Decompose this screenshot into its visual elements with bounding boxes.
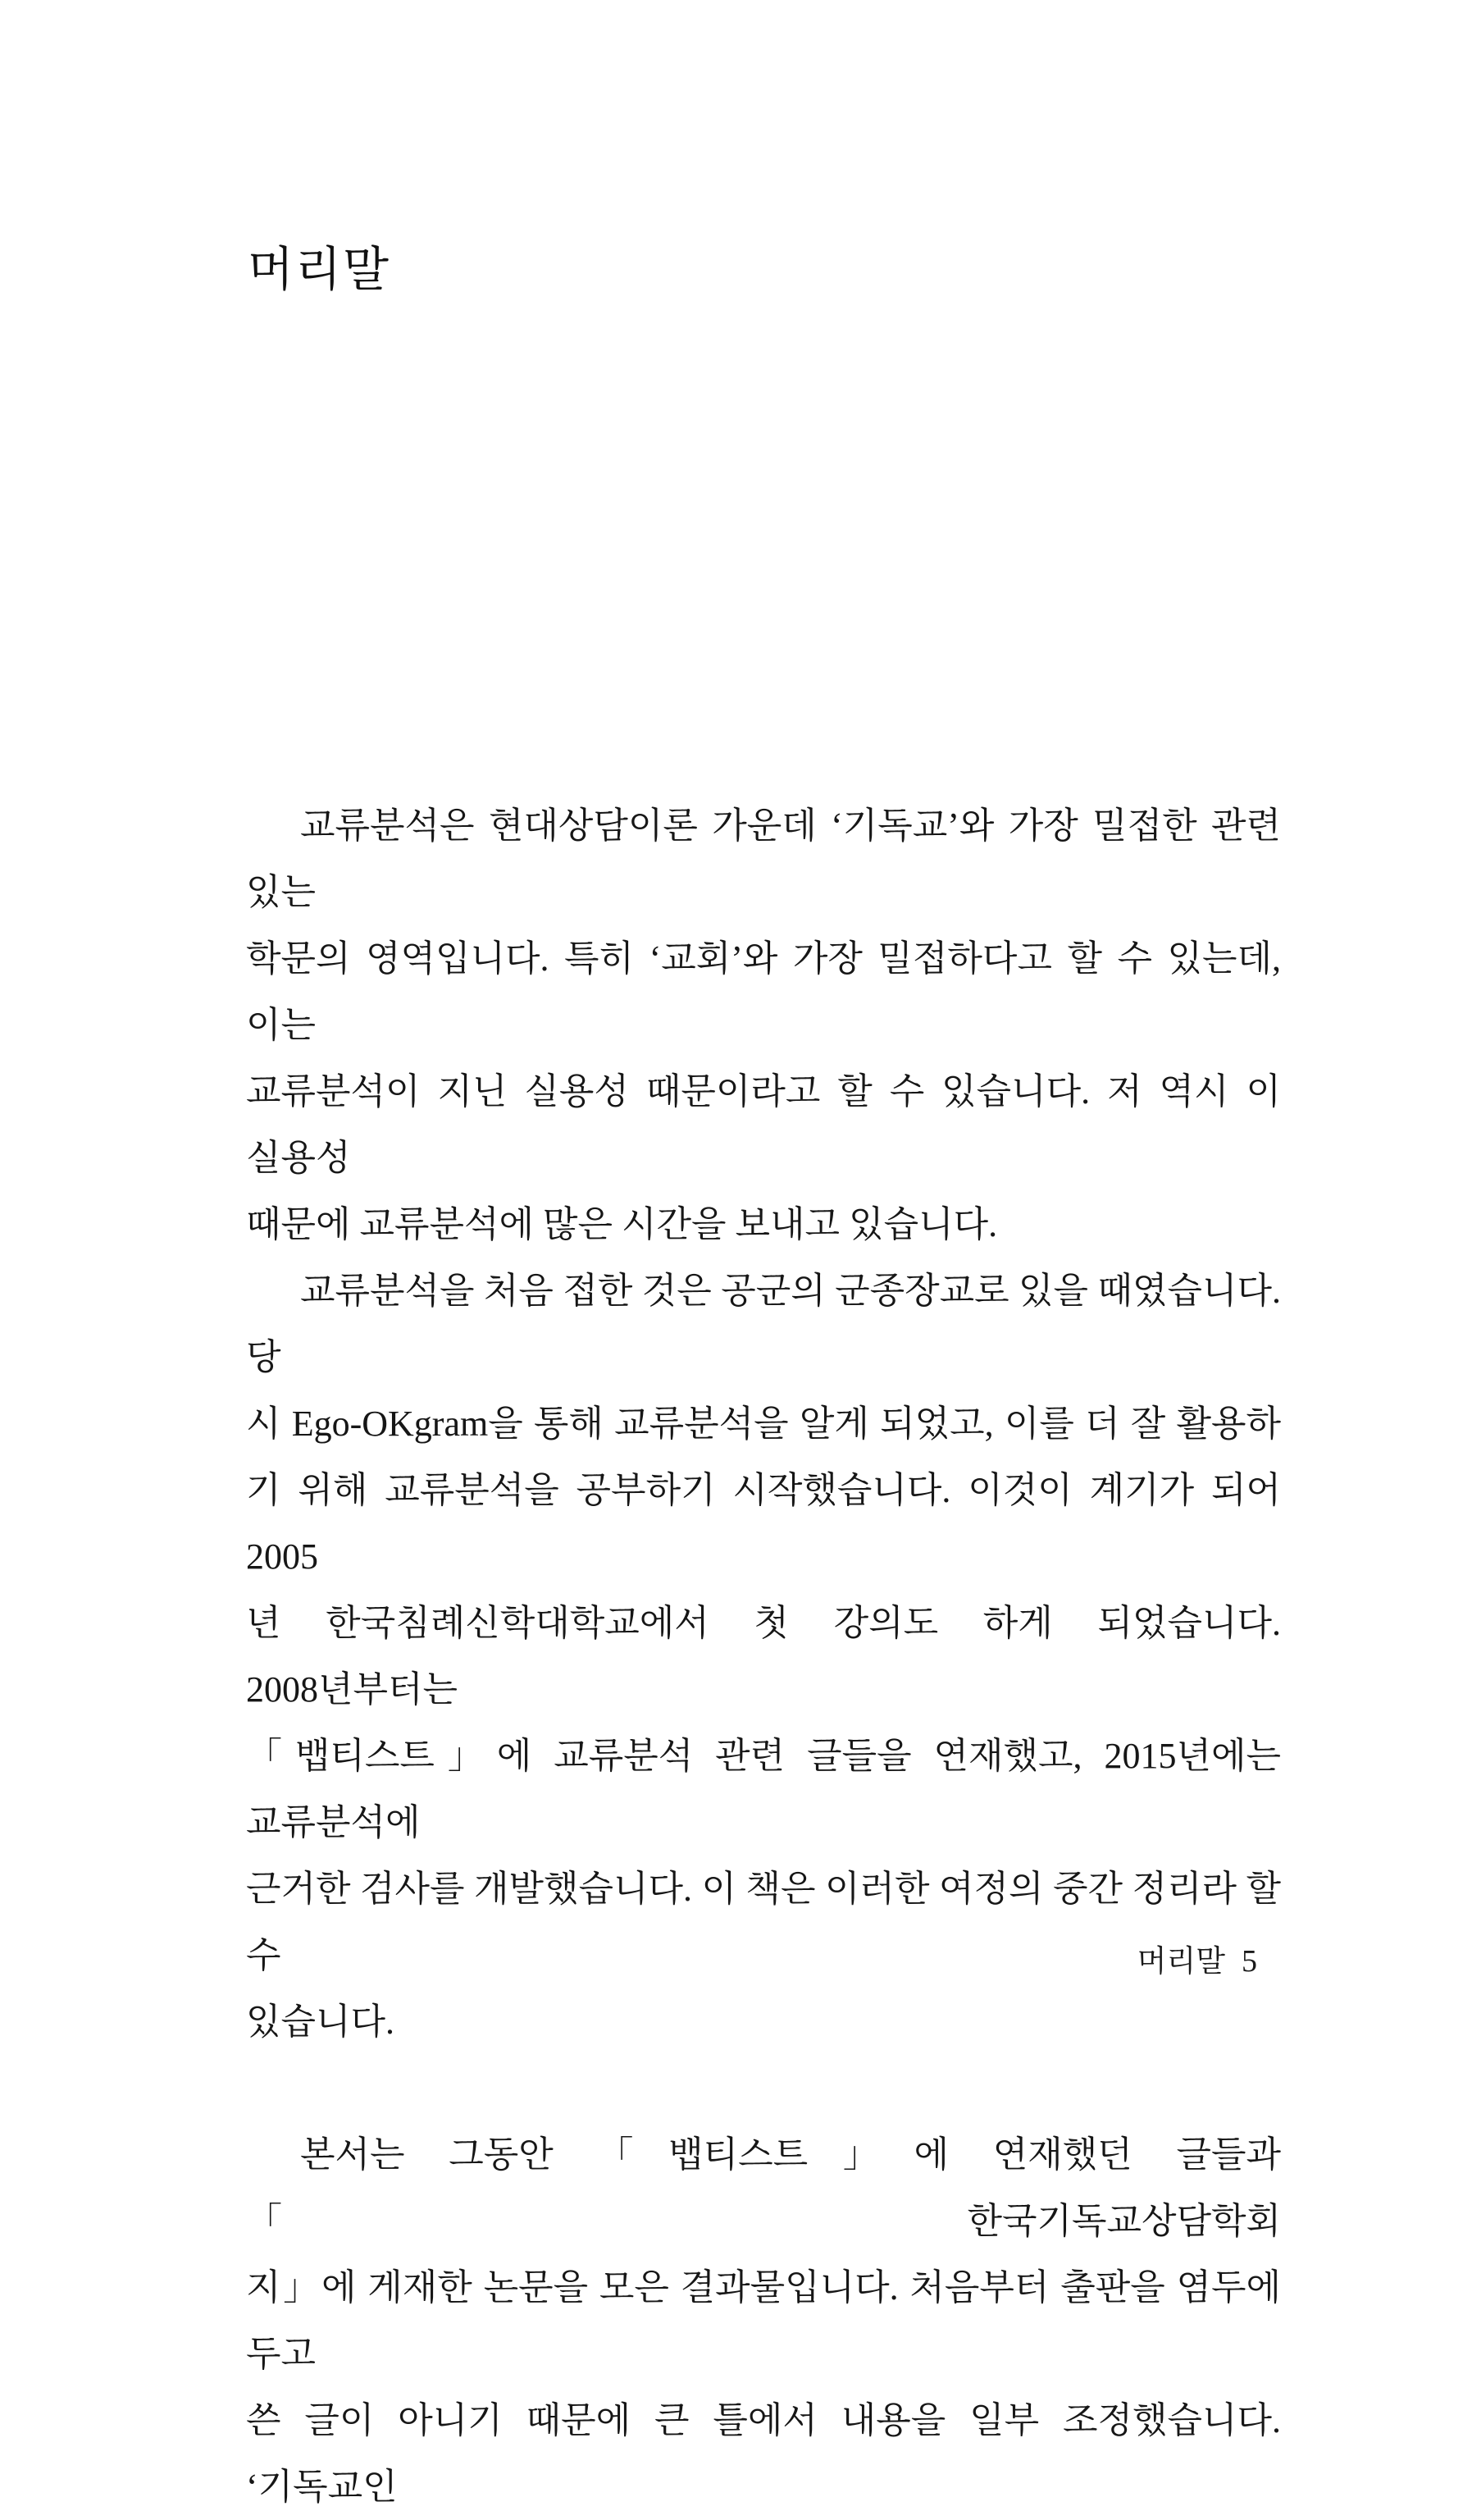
body-line: 년 한국침례신학대학교에서 첫 강의도 하게 되었습니다. 2008년부터는 [246,1603,1281,1710]
body-line: 때문에 교류분석에 많은 시간을 보내고 있습니다. [246,1204,998,1244]
footer-page-number: 5 [1242,1944,1257,1979]
body-line: 기 위해 교류분석을 공부하기 시작했습니다. 이것이 계기가 되어 2005 [246,1470,1281,1577]
running-footer [1137,1936,1257,1980]
body-text [246,792,1281,2520]
body-line: 근거한 검사를 개발했습니다. 이 책은 이러한 여정의 중간 정리라 할 수 [246,1869,1281,1975]
footer-section-label: 머리말 [1137,1945,1225,1979]
body-line: 학문의 영역입니다. 특히 ‘교회’와 가장 밀접하다고 할 수 있는데, 이는 [246,938,1281,1045]
body-line: 시 Ego-OKgram을 통해 교류분석을 알게 되었고, 이를 더 잘 활용하 [246,1404,1281,1444]
body-line: 「뱁티스트」에 교류분석 관련 글들을 연재했고, 2015년에는 교류분석에 [246,1736,1281,1842]
body-line: 쓴 글이 아니기 때문에 큰 틀에서 내용을 일부 조정했습니다. ‘기독교인 [246,2400,1281,2507]
body-line: 교류분석이 지닌 실용성 때문이라고 할 수 있습니다. 저 역시 이 실용성 [246,1071,1281,1178]
body-line: 본서는 그동안 「뱁티스트」에 연재했던 글들과 「한국기독교상담학회 [246,2134,1281,2241]
page-title: 머리말 [248,242,391,296]
body-line: 있습니다. [246,2002,395,2042]
body-line: 지」에 게재한 논문을 모은 결과물입니다. 처음부터 출판을 염두에 두고 [246,2267,1281,2374]
body-line: 교류분석을 처음 접한 것은 공군의 군종장교로 있을 때였습니다. 당 [246,1271,1281,1377]
body-line: 교류분석은 현대상담이론 가운데 ‘기독교’와 가장 밀접한 관련 있는 [246,806,1281,912]
